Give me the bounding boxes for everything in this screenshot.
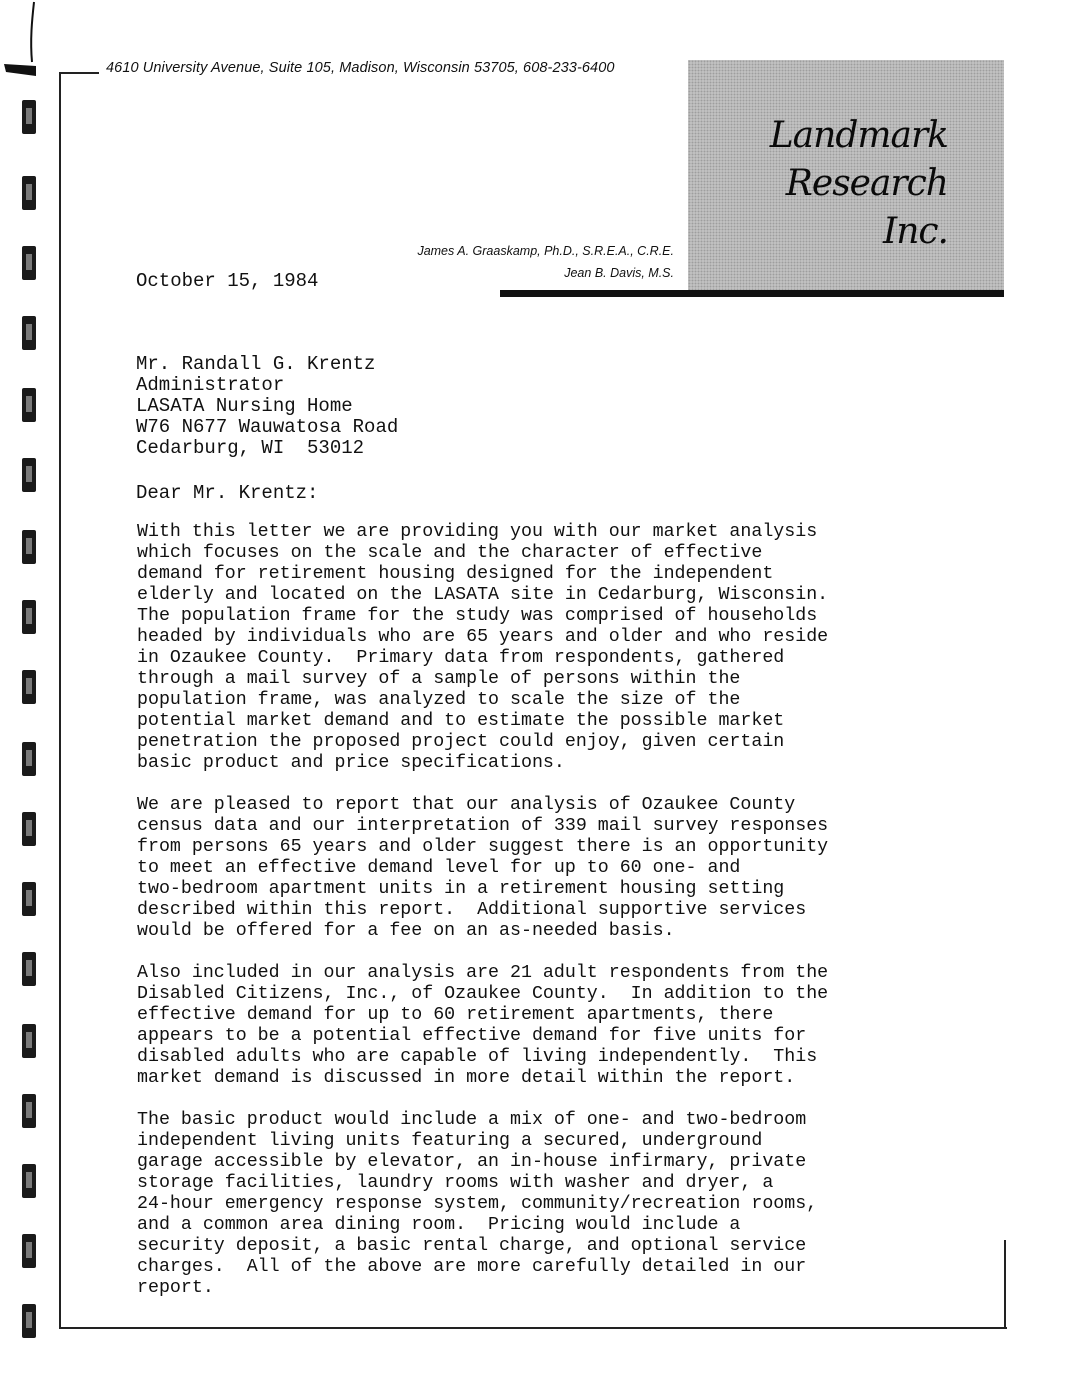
frame-line-left — [59, 72, 61, 1329]
binding-hole — [22, 1164, 36, 1198]
text-line: We are pleased to report that our analysis of Ozaukee County — [137, 795, 796, 815]
paragraph — [137, 963, 957, 1089]
binding-hole — [22, 1094, 36, 1128]
text-line: in Ozaukee County. Primary data from respondents, gathered — [137, 648, 785, 668]
text-line: to meet an effective demand level for up to 60 one- and — [137, 858, 741, 878]
paragraph — [137, 795, 957, 942]
corner-mark — [2, 0, 42, 80]
binding-hole — [22, 1234, 36, 1268]
text-line: potential market demand and to estimate the possible market — [137, 711, 785, 731]
frame-line-right — [1004, 1240, 1006, 1328]
principal-name: James A. Graaskamp, Ph.D., S.R.E.A., C.R.E. — [417, 244, 674, 258]
recipient-address — [136, 354, 398, 459]
text-line: garage accessible by elevator, an in-house infirmary, private — [137, 1152, 807, 1172]
letter-date: October 15, 1984 — [136, 270, 319, 292]
binding-hole — [22, 316, 36, 350]
text-line: Disabled Citizens, Inc., of Ozaukee County. In addition to the — [137, 984, 829, 1004]
binding-hole — [22, 388, 36, 422]
text-line: The basic product would include a mix of one- and two-bedroom — [137, 1110, 807, 1130]
company-logo — [688, 60, 1004, 292]
salutation: Dear Mr. Krentz: — [136, 482, 319, 504]
recipient-line: W76 N677 Wauwatosa Road — [136, 416, 399, 438]
binding-hole — [22, 812, 36, 846]
text-line: effective demand for up to 60 retirement apartments, there — [137, 1005, 774, 1025]
recipient-line: Administrator — [136, 374, 285, 396]
text-line: The population frame for the study was comprised of households — [137, 606, 818, 626]
text-line: and a common area dining room. Pricing would include a — [137, 1215, 741, 1235]
text-line: independent living units featuring a secured, underground — [137, 1131, 763, 1151]
recipient-line: Mr. Randall G. Krentz — [136, 353, 376, 375]
text-line: market demand is discussed in more detail within the report. — [137, 1068, 796, 1088]
recipient-line: Cedarburg, WI 53012 — [136, 437, 365, 459]
binding-hole — [22, 1304, 36, 1338]
letterhead-address: 4610 University Avenue, Suite 105, Madison, Wisconsin 53705, 608-233-6400 — [106, 60, 615, 76]
text-line: basic product and price specifications. — [137, 753, 565, 773]
logo-text — [708, 112, 948, 256]
binding-hole — [22, 1024, 36, 1058]
paragraph — [137, 522, 957, 774]
binding-hole — [22, 458, 36, 492]
binding-hole — [22, 246, 36, 280]
text-line: appears to be a potential effective demand for five units for — [137, 1026, 807, 1046]
text-line: charges. All of the above are more carefully detailed in our — [137, 1257, 807, 1277]
text-line: elderly and located on the LASATA site in Cedarburg, Wisconsin. — [137, 585, 829, 605]
text-line: two-bedroom apartment units in a retirement housing setting — [137, 879, 785, 899]
logo-line: Landmark — [769, 115, 948, 156]
text-line: demand for retirement housing designed for the independent — [137, 564, 774, 584]
logo-line: Inc. — [882, 211, 948, 252]
paragraph — [137, 1110, 957, 1299]
binding-hole — [22, 100, 36, 134]
text-line: security deposit, a basic rental charge, and optional service — [137, 1236, 807, 1256]
text-line: report. — [137, 1278, 214, 1298]
text-line: 24-hour emergency response system, community/recreation rooms, — [137, 1194, 818, 1214]
binding-hole — [22, 600, 36, 634]
binding-hole — [22, 530, 36, 564]
frame-line-top — [59, 72, 99, 74]
principals-list — [417, 240, 674, 284]
binding-hole — [22, 176, 36, 210]
letterhead-rule — [500, 290, 1004, 297]
text-line: headed by individuals who are 65 years and older and who reside — [137, 627, 829, 647]
text-line: population frame, was analyzed to scale the size of the — [137, 690, 741, 710]
text-line: storage facilities, laundry rooms with washer and dryer, a — [137, 1173, 774, 1193]
text-line: which focuses on the scale and the character of effective — [137, 543, 763, 563]
letter-body — [137, 522, 957, 1320]
text-line: penetration the proposed project could enjoy, given certain — [137, 732, 785, 752]
text-line: described within this report. Additional supportive services — [137, 900, 807, 920]
text-line: through a mail survey of a sample of persons within the — [137, 669, 741, 689]
binding-hole — [22, 670, 36, 704]
text-line: disabled adults who are capable of living independently. This — [137, 1047, 818, 1067]
binding-hole — [22, 952, 36, 986]
text-line: With this letter we are providing you with our market analysis — [137, 522, 818, 542]
text-line: census data and our interpretation of 339 mail survey responses — [137, 816, 829, 836]
logo-line: Research — [785, 163, 948, 204]
binding-hole — [22, 742, 36, 776]
frame-line-bottom — [59, 1327, 1007, 1329]
text-line: would be offered for a fee on an as-needed basis. — [137, 921, 675, 941]
text-line: Also included in our analysis are 21 adult respondents from the — [137, 963, 829, 983]
binding-hole — [22, 882, 36, 916]
recipient-line: LASATA Nursing Home — [136, 395, 353, 417]
text-line: from persons 65 years and older suggest there is an opportunity — [137, 837, 829, 857]
principal-name: Jean B. Davis, M.S. — [564, 266, 674, 280]
